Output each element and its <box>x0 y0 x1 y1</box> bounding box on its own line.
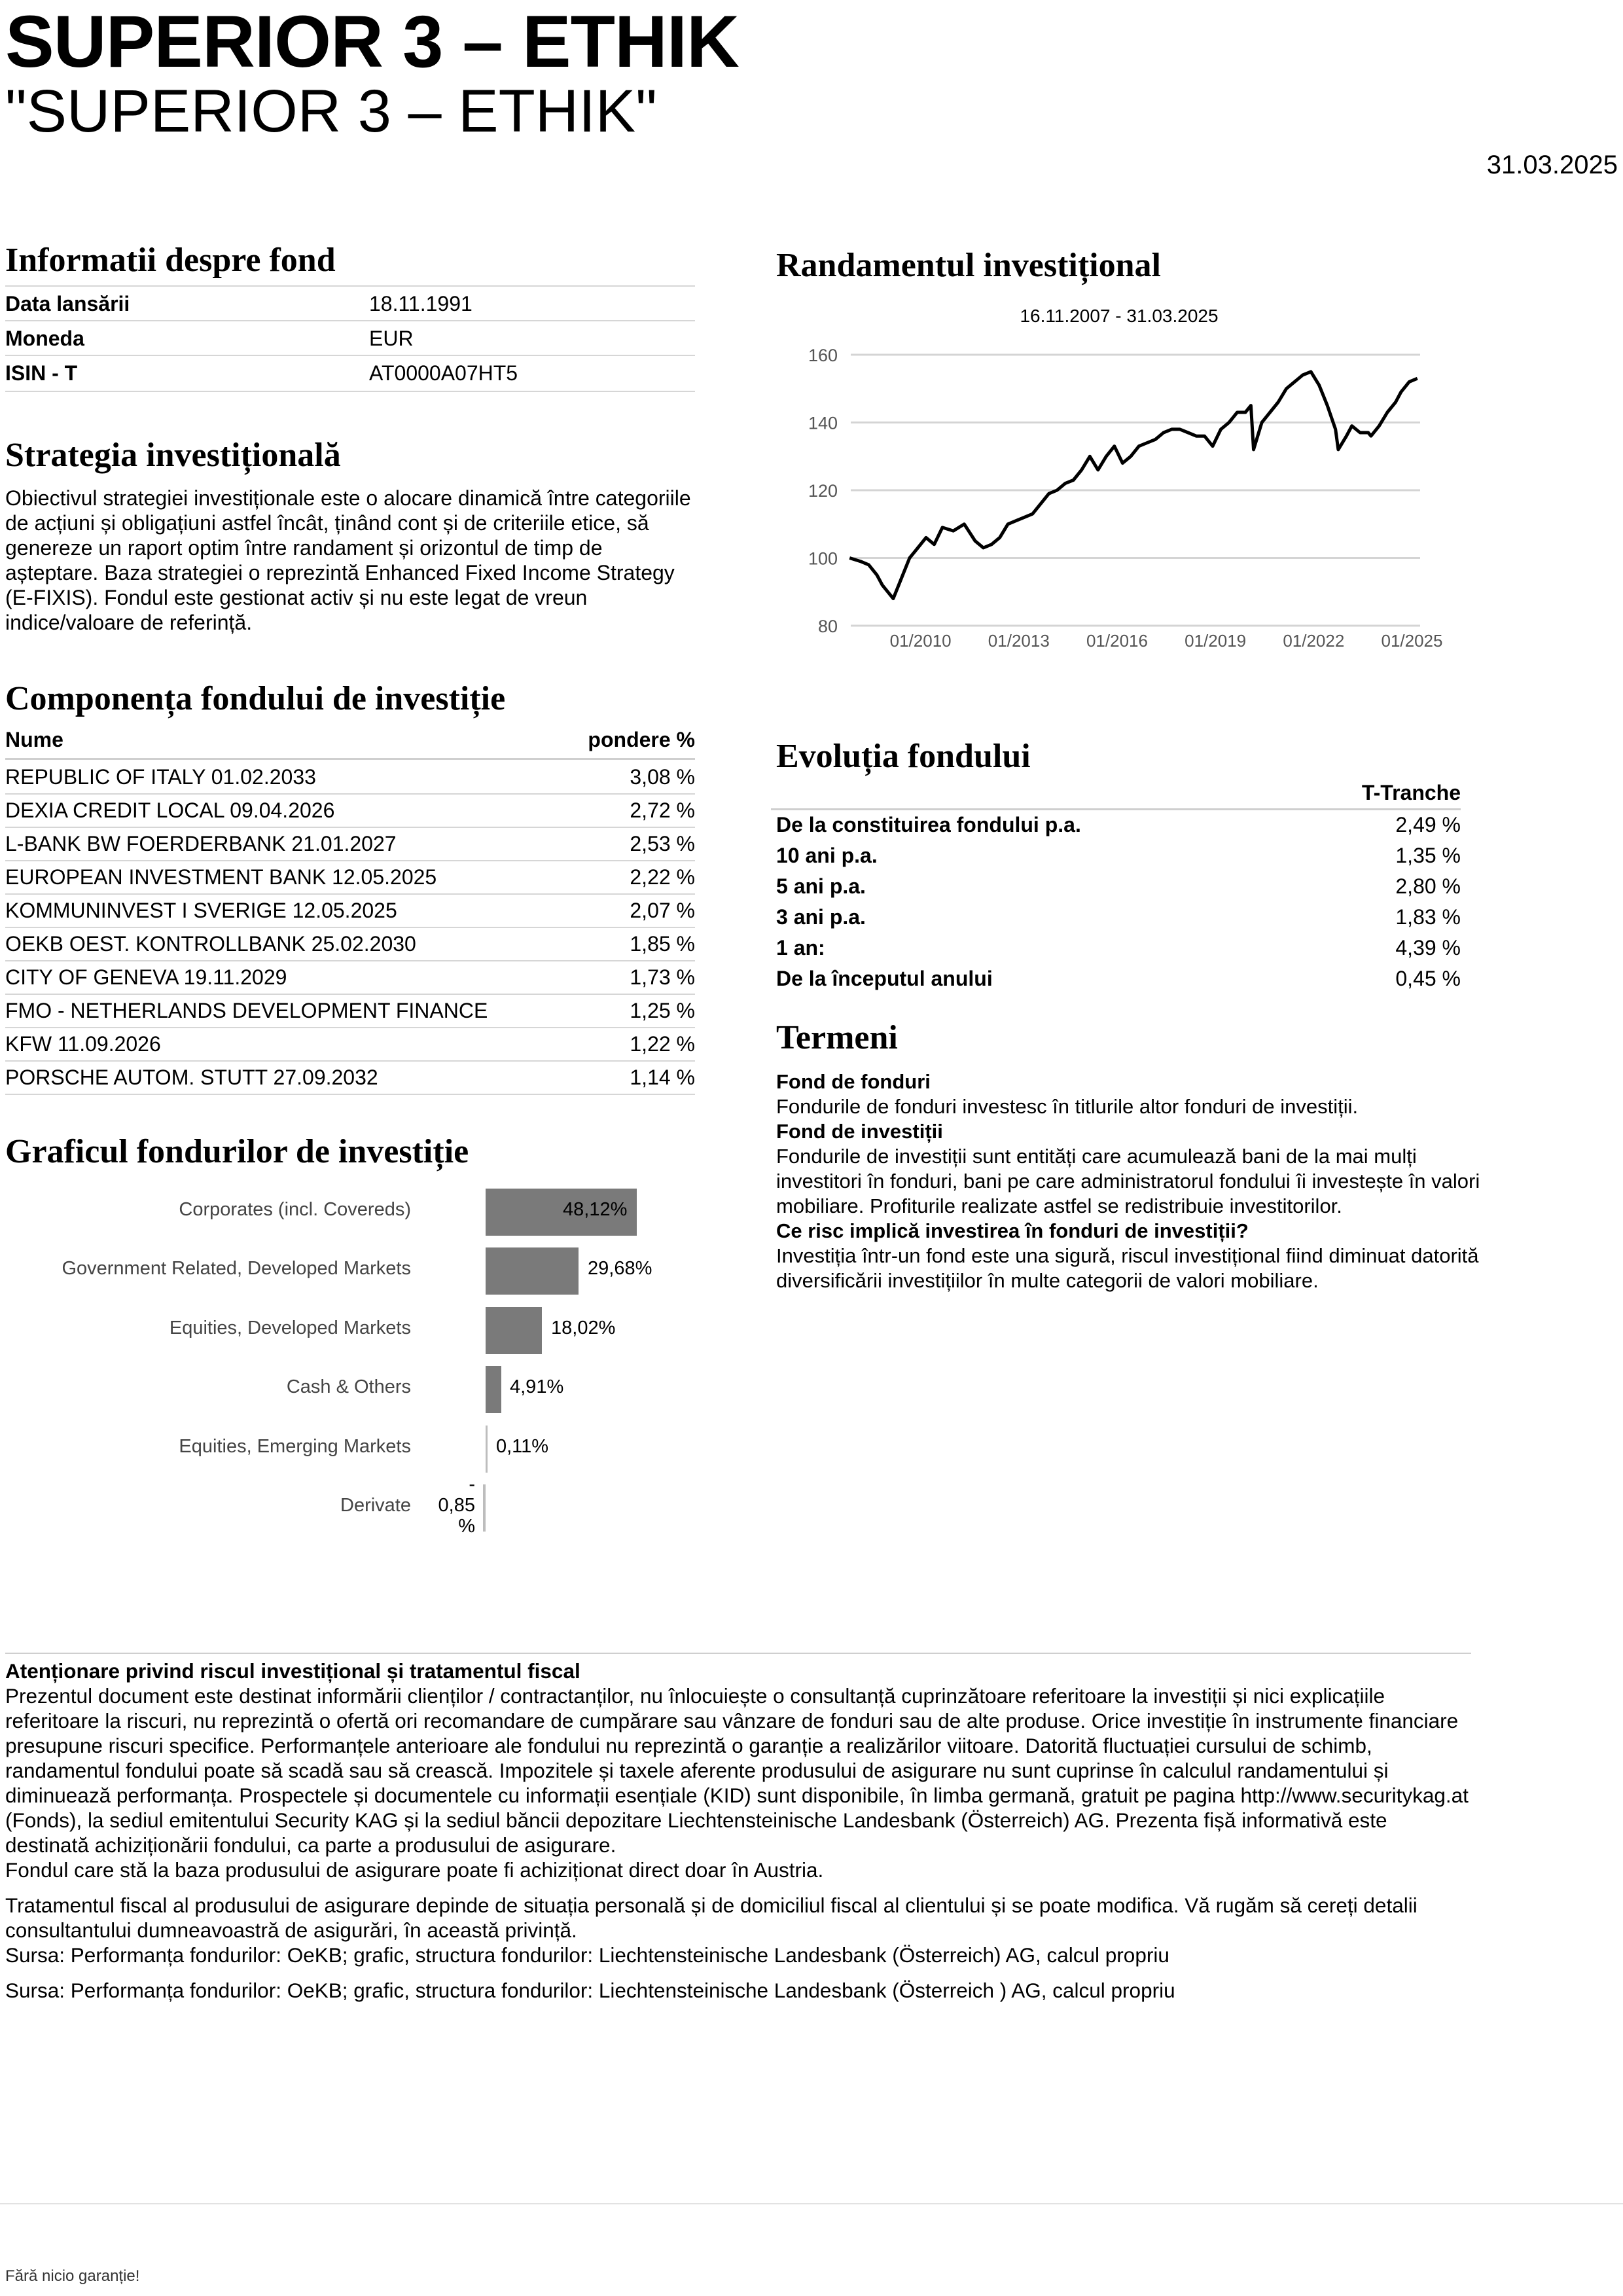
y-tick-label: 120 <box>808 481 838 501</box>
y-tick-label: 100 <box>808 548 838 569</box>
holding-weight: 2,72 % <box>630 798 695 822</box>
composition-col-name: Nume <box>5 728 63 751</box>
holding-name: CITY OF GENEVA 19.11.2029 <box>5 965 287 989</box>
composition-row <box>5 1060 695 1095</box>
holding-weight: 1,22 % <box>630 1032 695 1056</box>
allocation-value: 29,68% <box>588 1258 652 1279</box>
page-subtitle: "SUPERIOR 3 – ETHIK" <box>5 78 657 145</box>
evolution-column: T-Tranche <box>1361 781 1461 804</box>
x-tick-label: 01/2025 <box>1381 631 1443 651</box>
evolution-row <box>776 964 1461 995</box>
evolution-row <box>776 933 1461 964</box>
composition-row <box>5 960 695 995</box>
chart-period: 16.11.2007 - 31.03.2025 <box>1020 306 1219 326</box>
footer-divider <box>0 2203 1623 2204</box>
term-title: Fond de fonduri <box>776 1070 931 1093</box>
evolution-row <box>776 872 1461 903</box>
x-tick-label: 01/2022 <box>1283 631 1345 651</box>
composition-row <box>5 760 695 795</box>
page-title: SUPERIOR 3 – ETHIK <box>5 1 739 82</box>
evolution-value: 1,83 % <box>1395 905 1461 929</box>
disclaimer-block <box>5 1659 1471 2003</box>
allocation-value-line: - <box>469 1474 475 1495</box>
strategy-text <box>5 486 725 635</box>
performance-series-line <box>849 372 1418 599</box>
strategy-line: așteptare. Baza strategiei o reprezintă Enhanced Fixed Income Strategy <box>5 561 675 584</box>
term-title: Fond de investiții <box>776 1120 943 1143</box>
holding-weight: 1,25 % <box>630 999 695 1022</box>
strategy-line: indice/valoare de referință. <box>5 611 253 634</box>
allocation-label: Equities, Developed Markets <box>169 1318 411 1338</box>
source-note: Sursa: Performanța fondurilor: OeKB; grafic, structura fondurilor: Liechtensteinische Landesbank (Österreich ) AG, calcul propriu <box>5 1979 1175 2002</box>
allocation-label: Equities, Emerging Markets <box>179 1436 411 1457</box>
composition-header <box>5 725 695 760</box>
x-tick-label: 01/2016 <box>1086 631 1148 651</box>
divider <box>5 1653 1471 1654</box>
fund-info-label: Data lansării <box>5 292 130 315</box>
allocation-bar <box>483 1484 486 1532</box>
term-definition: Fondurile de fonduri investesc în titlurile altor fonduri de investiții. <box>776 1095 1359 1118</box>
x-tick-label: 01/2013 <box>988 631 1050 651</box>
allocation-value-line: 0,85 <box>438 1495 475 1516</box>
holding-name: FMO - NETHERLANDS DEVELOPMENT FINANCE <box>5 999 488 1022</box>
fund-info-value: EUR <box>369 327 414 350</box>
holding-name: PORSCHE AUTOM. STUTT 27.09.2032 <box>5 1066 378 1089</box>
fund-info-row <box>5 355 695 392</box>
x-tick-label: 01/2019 <box>1185 631 1247 651</box>
allocation-label: Derivate <box>340 1495 411 1516</box>
evolution-value: 0,45 % <box>1395 967 1461 990</box>
disclaimer-paragraph: Fondul care stă la baza produsului de asigurare poate fi achiziționat direct doar în Austria. <box>5 1858 824 1882</box>
evolution-heading: Evoluția fondului <box>776 738 1031 775</box>
composition-row <box>5 994 695 1028</box>
holding-name: L-BANK BW FOERDERBANK 21.01.2027 <box>5 832 397 855</box>
composition-row <box>5 927 695 961</box>
allocation-bar <box>486 1426 488 1473</box>
y-tick-label: 80 <box>817 617 838 636</box>
terms-heading: Termeni <box>776 1019 898 1056</box>
fund-info-row <box>5 285 695 321</box>
allocation-value-line: % <box>458 1516 475 1537</box>
source-note: Sursa: Performanța fondurilor: OeKB; grafic, structura fondurilor: Liechtensteinische Landesbank (Österreich) AG, calcul propriu <box>5 1943 1169 1967</box>
evolution-row <box>776 810 1461 841</box>
terms-block <box>776 1069 1483 1293</box>
allocation-label: Government Related, Developed Markets <box>62 1258 411 1279</box>
allocation-value: 18,02% <box>551 1318 616 1338</box>
evolution-label: 1 an: <box>776 936 825 960</box>
evolution-header <box>771 781 1461 810</box>
strategy-line: (E-FIXIS). Fondul este gestionat activ și nu este legat de vreun <box>5 586 588 609</box>
composition-row <box>5 827 695 861</box>
performance-heading: Randamentul investițional <box>776 247 1161 284</box>
allocation-value: 48,12% <box>563 1199 628 1220</box>
holding-weight: 2,22 % <box>630 865 695 889</box>
evolution-label: 3 ani p.a. <box>776 905 866 929</box>
allocation-label: Cash & Others <box>286 1376 411 1397</box>
evolution-value: 2,49 % <box>1395 813 1461 836</box>
report-date: 31.03.2025 <box>1486 151 1618 179</box>
strategy-heading: Strategia investițională <box>5 437 341 474</box>
allocation-heading: Graficul fondurilor de investiție <box>5 1133 469 1170</box>
performance-chart <box>772 298 1453 665</box>
holding-name: OEKB OEST. KONTROLLBANK 25.02.2030 <box>5 932 416 956</box>
fund-info-value: 18.11.1991 <box>369 292 473 315</box>
holding-weight: 1,85 % <box>630 932 695 956</box>
fund-info-label: ISIN - T <box>5 361 78 385</box>
holding-weight: 3,08 % <box>630 765 695 789</box>
disclaimer-paragraph: Tratamentul fiscal al produsului de asigurare depinde de situația personală și de domiciliul fiscal al clientului și se poate modifica. Vă rugăm să cereți detalii consultantului dumneavoastră de asigurări, în această privință. <box>5 1893 1418 1942</box>
term-definition: Fondurile de investiții sunt entități care acumulează bani de la mai mulți investitori în fonduri, bani pe care administratorul fondului îi investește în valori mobiliare. Profiturile realizate astfel se redistribuie investitorilor. <box>776 1145 1480 1217</box>
holding-weight: 2,53 % <box>630 832 695 855</box>
holding-weight: 1,73 % <box>630 965 695 989</box>
holding-name: EUROPEAN INVESTMENT BANK 12.05.2025 <box>5 865 437 889</box>
evolution-value: 2,80 % <box>1395 874 1461 898</box>
holding-name: DEXIA CREDIT LOCAL 09.04.2026 <box>5 798 335 822</box>
composition-row <box>5 860 695 895</box>
strategy-line: genereze un raport optim între randament și orizontul de timp de <box>5 536 603 560</box>
holding-weight: 2,07 % <box>630 899 695 922</box>
holding-name: KFW 11.09.2026 <box>5 1032 161 1056</box>
evolution-label: De la începutul anului <box>776 967 993 990</box>
composition-col-weight: pondere % <box>588 728 695 751</box>
evolution-label: De la constituirea fondului p.a. <box>776 813 1081 836</box>
composition-row <box>5 793 695 828</box>
strategy-line: de acțiuni și obligațiuni astfel încât, ținând cont și de criteriile etice, să <box>5 511 649 535</box>
term-title: Ce risc implică investirea în fonduri de investiții? <box>776 1219 1249 1242</box>
composition-row <box>5 893 695 928</box>
evolution-row <box>776 903 1461 933</box>
fund-info-value: AT0000A07HT5 <box>369 361 518 385</box>
y-tick-label: 140 <box>808 413 838 433</box>
evolution-row <box>776 841 1461 872</box>
strategy-line: Obiectivul strategiei investiționale este o alocare dinamică între categoriile <box>5 486 691 510</box>
x-tick-label: 01/2010 <box>889 631 952 651</box>
fund-info-label: Moneda <box>5 327 84 350</box>
holding-name: KOMMUNINVEST I SVERIGE 12.05.2025 <box>5 899 397 922</box>
evolution-value: 4,39 % <box>1395 936 1461 960</box>
evolution-label: 10 ani p.a. <box>776 844 878 867</box>
allocation-bar <box>486 1366 501 1413</box>
fund-info-row <box>5 320 695 356</box>
allocation-value <box>435 1474 475 1537</box>
evolution-label: 5 ani p.a. <box>776 874 866 898</box>
holding-name: REPUBLIC OF ITALY 01.02.2033 <box>5 765 316 789</box>
allocation-bar <box>486 1247 579 1295</box>
composition-row <box>5 1027 695 1062</box>
disclaimer-paragraph: Prezentul document este destinat informării clienților / contractanților, nu înlocuiește o consultanță cuprinzătoare referitoare la investiții și nici explicațiile referitoare la riscuri, nu reprezintă o ofertă ori recomandare de cumpărare sau vânzare de fonduri sau de alte produse. Orice investiție în instrumente financiare presupune riscuri specifice. Performanțele anterioare ale fondului nu reprezintă o garanție a realizărilor viitoare. Datorită fluctuației cursului de schimb, randamentul fondului poate să scadă sau să crească. Impozitele și taxele aferente produsului de asigurare nu sunt cuprinse în calculul randamentului și diminuează performanța. Prospectele și documentele cu informații esențiale (KID) sunt disponibile, în limba germană, gratuit pe pagina http://www.securitykag.at (Fonds), la sediul emitentului Security KAG și la sediul băncii depozitare Liechtensteinische Landesbank (Österreich) AG. Prezenta fișă informativă este destinată achiziționării fondului, ca parte a produsului de asigurare. <box>5 1684 1469 1857</box>
allocation-value: 4,91% <box>510 1376 564 1397</box>
composition-heading: Componența fondului de investiție <box>5 680 506 717</box>
allocation-label: Corporates (incl. Covereds) <box>179 1199 411 1220</box>
allocation-value: 0,11% <box>496 1436 549 1457</box>
allocation-bar <box>486 1307 542 1354</box>
y-tick-label: 160 <box>808 346 838 365</box>
holding-weight: 1,14 % <box>630 1066 695 1089</box>
evolution-value: 1,35 % <box>1395 844 1461 867</box>
footer-note: Fără nicio garanție! <box>5 2267 140 2285</box>
term-definition: Investiția într-un fond este una sigură, riscul investițional fiind diminuat datorită diversificării investițiilor în multe categorii de valori mobiliare. <box>776 1244 1479 1292</box>
fund-info-heading: Informatii despre fond <box>5 242 336 279</box>
disclaimer-heading: Atenționare privind riscul investițional și tratamentul fiscal <box>5 1659 580 1683</box>
